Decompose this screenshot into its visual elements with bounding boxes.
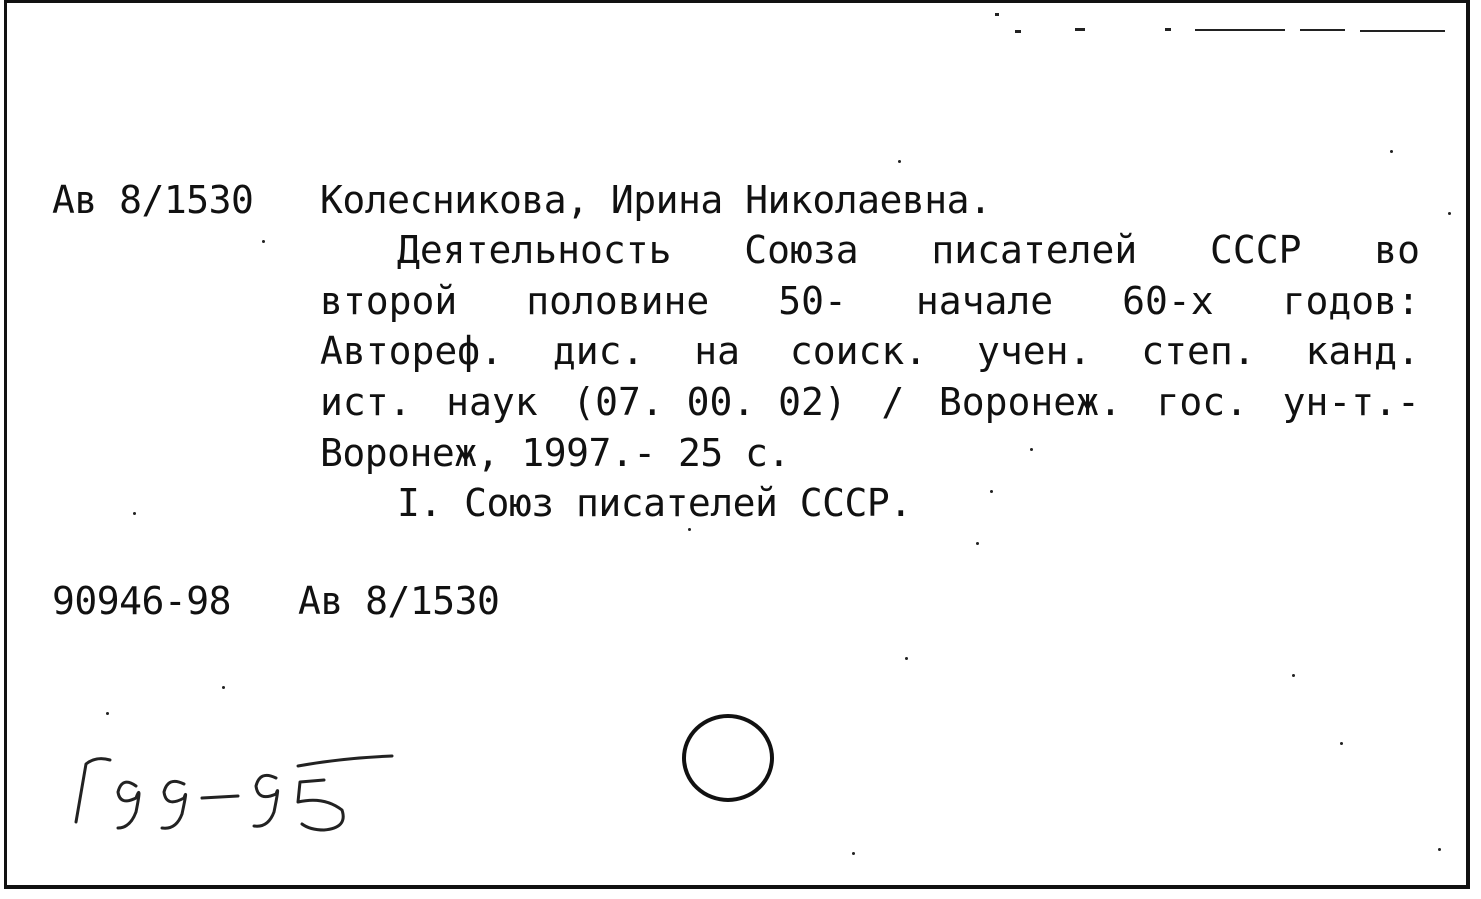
scan-noise <box>133 512 136 515</box>
word: дис. <box>552 329 645 373</box>
scan-noise <box>1360 30 1445 32</box>
scan-noise <box>222 686 225 689</box>
scan-noise <box>1340 742 1343 745</box>
word: на <box>694 329 741 373</box>
word: 50- <box>778 279 847 323</box>
scan-noise <box>1438 848 1441 851</box>
scan-noise <box>995 13 999 16</box>
scan-noise <box>1390 150 1393 153</box>
word: второй <box>320 279 458 323</box>
scan-noise <box>1292 674 1295 677</box>
scan-noise <box>1075 28 1085 31</box>
word: гос. <box>1156 380 1249 424</box>
scan-noise <box>106 712 109 715</box>
description-line-5: Воронеж, 1997.- 25 с. <box>320 431 790 475</box>
scan-noise <box>688 528 691 531</box>
scan-noise <box>905 657 908 660</box>
accession-number: 90946-98 <box>52 579 232 623</box>
word: во <box>1374 228 1420 272</box>
scan-noise <box>1195 29 1285 31</box>
description-line-4 <box>320 377 1420 427</box>
word: Автореф. <box>320 329 504 373</box>
word: СССР <box>1210 228 1302 272</box>
word: половине <box>526 279 710 323</box>
word: ун-т.- <box>1282 380 1420 424</box>
scan-noise <box>852 852 855 855</box>
subject-heading: I. Союз писателей СССР. <box>397 481 912 525</box>
scan-noise <box>1300 29 1345 31</box>
word: канд. <box>1305 329 1420 373</box>
word: 60-х <box>1122 279 1214 323</box>
word: писателей <box>931 228 1138 272</box>
word: соиск. <box>789 329 928 373</box>
word: Союза <box>744 228 859 272</box>
word: Воронеж. <box>938 380 1122 424</box>
shelf-mark-bottom: Ав 8/1530 <box>298 579 500 623</box>
punch-hole-circle <box>681 712 781 812</box>
word: начале <box>915 279 1054 323</box>
word: степ. <box>1141 329 1256 373</box>
description-line-2 <box>320 276 1420 326</box>
author-heading: Колесникова, Ирина Николаевна. <box>320 178 992 222</box>
scan-noise <box>898 160 901 163</box>
scan-noise <box>976 542 979 545</box>
scan-noise <box>1030 448 1033 451</box>
description-line-3 <box>320 326 1420 376</box>
word: наук <box>446 380 538 424</box>
word: годов: <box>1282 279 1420 323</box>
scan-noise <box>1165 28 1171 31</box>
word: (07. 00. 02) <box>572 380 847 424</box>
word: ист. <box>320 380 412 424</box>
scan-noise <box>1448 212 1451 215</box>
shelf-mark: Ав 8/1530 <box>52 178 254 222</box>
handwritten-note <box>62 742 402 862</box>
description-line-1 <box>397 225 1420 275</box>
scan-noise <box>990 490 993 493</box>
word: учен. <box>977 329 1092 373</box>
scan-noise <box>262 240 265 243</box>
scan-noise <box>1015 30 1021 33</box>
word: Деятельность <box>397 228 672 272</box>
word: / <box>881 380 905 424</box>
